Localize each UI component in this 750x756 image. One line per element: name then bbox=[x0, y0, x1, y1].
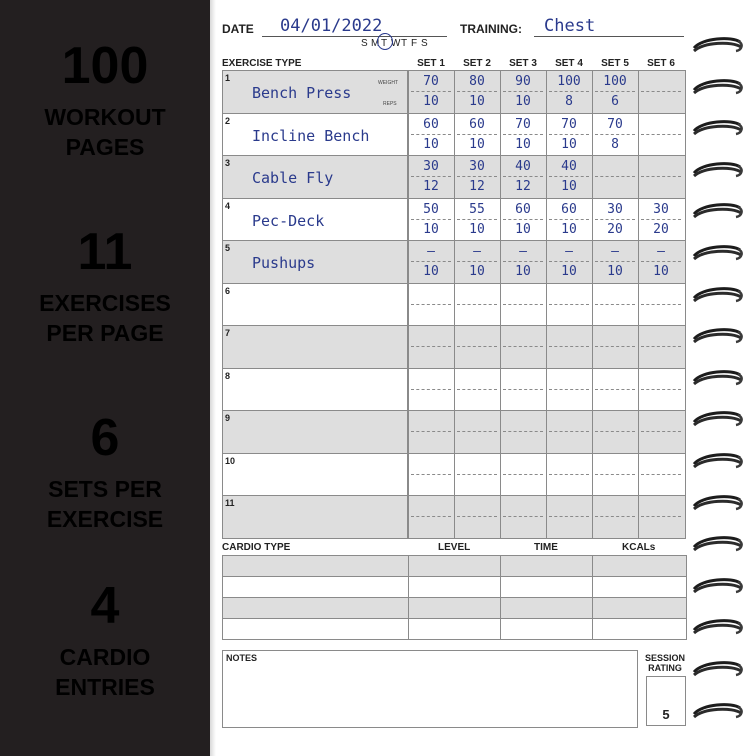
set-divider bbox=[411, 261, 451, 262]
weight-value: 40 bbox=[561, 159, 577, 174]
exercise-name: Cable Fly bbox=[252, 169, 334, 187]
reps-value: 10 bbox=[515, 221, 531, 237]
set-divider bbox=[641, 176, 681, 177]
set-divider bbox=[457, 176, 497, 177]
training-underline bbox=[534, 36, 684, 37]
day-of-week[interactable]: M bbox=[371, 38, 380, 49]
exercise-index: 10 bbox=[225, 455, 236, 466]
cardio-level-label: LEVEL bbox=[438, 542, 471, 553]
reps-value: 10 bbox=[561, 264, 577, 279]
cardio-cell[interactable] bbox=[592, 576, 687, 598]
set-divider bbox=[457, 304, 497, 305]
set-divider bbox=[595, 516, 635, 517]
reps-value: 20 bbox=[653, 221, 669, 237]
cardio-type-label: CARDIO TYPE bbox=[222, 542, 291, 553]
cardio-cell[interactable] bbox=[222, 618, 409, 640]
feature-number: 6 bbox=[90, 409, 120, 467]
weight-value: 100 bbox=[603, 74, 627, 89]
set-divider bbox=[457, 134, 497, 135]
set-divider bbox=[457, 346, 497, 347]
reps-value: 10 bbox=[469, 264, 485, 279]
cardio-cell[interactable] bbox=[592, 597, 687, 619]
set-divider bbox=[457, 431, 497, 432]
session-rating-label-1: SESSION bbox=[644, 653, 685, 663]
weight-value: 80 bbox=[469, 74, 485, 89]
set-divider bbox=[411, 389, 451, 390]
set-divider bbox=[641, 219, 681, 220]
set-divider bbox=[411, 431, 451, 432]
weight-value: 60 bbox=[515, 201, 531, 217]
set-divider bbox=[503, 261, 543, 262]
session-rating-value: 5 bbox=[662, 707, 670, 722]
set-divider bbox=[595, 474, 635, 475]
weight-value: 60 bbox=[561, 201, 577, 217]
set-divider bbox=[641, 91, 681, 92]
set-divider bbox=[549, 91, 589, 92]
spiral-ring bbox=[692, 494, 744, 514]
feature-caption-line: ENTRIES bbox=[55, 674, 155, 700]
set-divider bbox=[503, 176, 543, 177]
reps-value: 8 bbox=[565, 94, 573, 109]
cardio-time-label: TIME bbox=[534, 542, 558, 553]
weight-value: – bbox=[519, 244, 527, 259]
spiral-ring bbox=[692, 119, 744, 139]
set-divider bbox=[411, 474, 451, 475]
feature-caption-line: SETS PER bbox=[48, 476, 162, 502]
reps-value: 10 bbox=[423, 221, 439, 237]
weight-value: 30 bbox=[469, 159, 485, 174]
cardio-cell[interactable] bbox=[222, 597, 409, 619]
exercise-index: 4 bbox=[225, 200, 231, 211]
weight-value: 50 bbox=[423, 201, 439, 217]
day-of-week[interactable]: T bbox=[401, 38, 408, 49]
feature-caption-line: EXERCISE bbox=[46, 506, 164, 532]
set-divider bbox=[457, 261, 497, 262]
weight-value: – bbox=[427, 244, 435, 259]
reps-value: 10 bbox=[469, 136, 485, 152]
spiral-ring bbox=[692, 410, 744, 430]
set-divider bbox=[411, 304, 451, 305]
set-divider bbox=[503, 91, 543, 92]
set-divider bbox=[503, 431, 543, 432]
set-divider bbox=[503, 304, 543, 305]
set-divider bbox=[549, 431, 589, 432]
reps-value: 10 bbox=[423, 264, 439, 279]
set-divider bbox=[549, 516, 589, 517]
reps-sublabel: REPS bbox=[383, 101, 397, 107]
weight-value: 90 bbox=[515, 74, 531, 89]
spiral-ring bbox=[692, 535, 744, 555]
reps-value: 10 bbox=[515, 136, 531, 152]
exercise-name-cell[interactable] bbox=[222, 410, 408, 454]
reps-value: 12 bbox=[423, 179, 439, 194]
set-divider bbox=[549, 219, 589, 220]
day-of-week[interactable]: S bbox=[361, 38, 368, 49]
set-divider bbox=[549, 261, 589, 262]
page-shadow bbox=[210, 0, 216, 756]
exercise-index: 11 bbox=[225, 498, 235, 508]
set-header: SET 6 bbox=[647, 58, 675, 69]
set-divider bbox=[411, 516, 451, 517]
cardio-cell[interactable] bbox=[592, 618, 687, 640]
weight-value: – bbox=[565, 244, 573, 259]
set-divider bbox=[595, 389, 635, 390]
set-divider bbox=[549, 304, 589, 305]
reps-value: 10 bbox=[653, 264, 669, 279]
feature-caption-line: PAGES bbox=[65, 134, 145, 160]
reps-value: 8 bbox=[611, 136, 619, 152]
cardio-cell[interactable] bbox=[408, 597, 501, 619]
set-divider bbox=[411, 219, 451, 220]
exercise-index: 8 bbox=[225, 370, 231, 381]
cardio-cell[interactable] bbox=[222, 555, 409, 577]
exercise-name-cell[interactable] bbox=[222, 368, 408, 412]
set-divider bbox=[595, 261, 635, 262]
weight-value: 70 bbox=[515, 116, 531, 132]
set-divider bbox=[411, 134, 451, 135]
set-header: SET 3 bbox=[509, 58, 537, 69]
set-divider bbox=[457, 389, 497, 390]
weight-value: 30 bbox=[653, 201, 669, 217]
session-rating-label-2: RATING bbox=[648, 663, 682, 673]
set-header: SET 5 bbox=[601, 58, 629, 69]
date-underline bbox=[262, 36, 447, 37]
cardio-cell[interactable] bbox=[408, 555, 501, 577]
set-divider bbox=[549, 474, 589, 475]
exercise-name-cell[interactable] bbox=[222, 325, 408, 369]
cardio-cell[interactable] bbox=[408, 618, 501, 640]
exercise-name: Pec-Deck bbox=[252, 211, 325, 230]
weight-value: 30 bbox=[607, 201, 623, 217]
spiral-ring bbox=[692, 618, 744, 638]
exercise-index: 2 bbox=[225, 115, 231, 126]
reps-value: 10 bbox=[469, 94, 485, 109]
set-divider bbox=[595, 176, 635, 177]
set-divider bbox=[549, 134, 589, 135]
set-divider bbox=[595, 219, 635, 220]
reps-value: 10 bbox=[469, 221, 485, 237]
weight-value: – bbox=[611, 244, 619, 259]
reps-value: 10 bbox=[515, 264, 531, 279]
feature-2 bbox=[0, 224, 210, 348]
reps-value: 10 bbox=[561, 179, 577, 194]
reps-value: 6 bbox=[611, 94, 619, 109]
reps-value: 20 bbox=[607, 221, 623, 237]
weight-value: 70 bbox=[561, 116, 577, 132]
exercise-index: 5 bbox=[225, 243, 231, 253]
cardio-cell[interactable] bbox=[500, 555, 593, 577]
set-divider bbox=[595, 134, 635, 135]
reps-value: 10 bbox=[515, 94, 531, 109]
weight-value: 30 bbox=[423, 159, 439, 174]
feature-number: 100 bbox=[61, 37, 149, 95]
date-label: DATE bbox=[222, 22, 254, 36]
exercise-name: Pushups bbox=[252, 254, 316, 272]
cardio-cell[interactable] bbox=[500, 597, 593, 619]
set-divider bbox=[641, 431, 681, 432]
spiral-ring bbox=[692, 369, 744, 389]
set-divider bbox=[641, 304, 681, 305]
exercise-name: Bench Press bbox=[252, 84, 352, 102]
spiral-ring bbox=[692, 202, 744, 222]
weight-value: 60 bbox=[469, 116, 485, 132]
exercise-name-cell[interactable] bbox=[222, 283, 408, 327]
set-divider bbox=[457, 91, 497, 92]
cardio-cell[interactable] bbox=[500, 618, 593, 640]
set-divider bbox=[641, 346, 681, 347]
weight-value: 70 bbox=[607, 116, 623, 132]
feature-caption-line: CARDIO bbox=[59, 644, 151, 670]
exercise-name-cell[interactable] bbox=[222, 453, 408, 497]
set-divider bbox=[503, 389, 543, 390]
reps-value: 10 bbox=[561, 221, 577, 237]
weight-value: – bbox=[473, 244, 481, 259]
day-of-week[interactable]: T bbox=[381, 38, 388, 49]
set-header: SET 1 bbox=[417, 58, 445, 69]
set-divider bbox=[641, 261, 681, 262]
set-header: SET 2 bbox=[463, 58, 491, 69]
set-header: SET 4 bbox=[555, 58, 583, 69]
exercise-index: 7 bbox=[225, 328, 231, 338]
spiral-ring bbox=[692, 702, 744, 722]
set-divider bbox=[595, 346, 635, 347]
spiral-ring bbox=[692, 78, 744, 98]
cardio-cell[interactable] bbox=[500, 576, 593, 598]
feature-number: 11 bbox=[77, 223, 133, 281]
set-divider bbox=[549, 389, 589, 390]
spiral-ring bbox=[692, 161, 744, 181]
weight-value: 40 bbox=[515, 159, 531, 174]
set-divider bbox=[503, 219, 543, 220]
set-divider bbox=[503, 134, 543, 135]
feature-1 bbox=[0, 38, 210, 162]
spiral-ring bbox=[692, 327, 744, 347]
exercise-index: 1 bbox=[225, 73, 231, 83]
day-of-week[interactable]: F bbox=[411, 38, 418, 49]
spiral-ring bbox=[692, 244, 744, 264]
cardio-kcals-label: KCALs bbox=[622, 542, 656, 553]
exercise-type-label: EXERCISE TYPE bbox=[222, 58, 302, 69]
set-divider bbox=[641, 516, 681, 517]
set-divider bbox=[411, 346, 451, 347]
day-of-week[interactable]: W bbox=[391, 38, 401, 49]
cardio-cell[interactable] bbox=[592, 555, 687, 577]
set-divider bbox=[503, 474, 543, 475]
weight-value: 60 bbox=[423, 116, 439, 132]
set-divider bbox=[641, 474, 681, 475]
spiral-ring bbox=[692, 660, 744, 680]
exercise-index: 9 bbox=[225, 413, 231, 423]
feature-number: 4 bbox=[90, 577, 120, 635]
training-label: TRAINING: bbox=[460, 22, 522, 36]
set-divider bbox=[411, 91, 451, 92]
spiral-ring bbox=[692, 36, 744, 56]
set-divider bbox=[641, 134, 681, 135]
spiral-ring bbox=[692, 286, 744, 306]
weight-sublabel: WEIGHT bbox=[378, 80, 398, 86]
feature-caption-line: WORKOUT bbox=[44, 104, 166, 130]
day-of-week[interactable]: S bbox=[421, 38, 428, 49]
set-divider bbox=[641, 389, 681, 390]
set-divider bbox=[595, 304, 635, 305]
weight-value: 70 bbox=[423, 74, 439, 89]
reps-value: 10 bbox=[607, 264, 623, 279]
set-divider bbox=[549, 346, 589, 347]
set-divider bbox=[503, 516, 543, 517]
spiral-ring bbox=[692, 577, 744, 597]
exercise-name: Incline Bench bbox=[252, 126, 370, 145]
cardio-cell[interactable] bbox=[222, 576, 409, 598]
set-divider bbox=[595, 431, 635, 432]
exercise-name-cell[interactable] bbox=[222, 495, 408, 539]
feature-3 bbox=[0, 410, 210, 534]
exercise-index: 3 bbox=[225, 158, 231, 168]
training-value[interactable]: Chest bbox=[544, 16, 596, 36]
feature-4 bbox=[0, 578, 210, 702]
set-divider bbox=[503, 346, 543, 347]
reps-value: 10 bbox=[561, 136, 577, 152]
exercise-index: 6 bbox=[225, 285, 231, 296]
weight-value: – bbox=[657, 244, 665, 259]
date-value[interactable]: 04/01/2022 bbox=[280, 16, 383, 36]
feature-caption-line: PER PAGE bbox=[46, 320, 164, 346]
day-circle-mark bbox=[377, 33, 393, 50]
cardio-cell[interactable] bbox=[408, 576, 501, 598]
notes-box[interactable] bbox=[222, 650, 638, 728]
set-divider bbox=[457, 516, 497, 517]
set-divider bbox=[549, 176, 589, 177]
reps-value: 10 bbox=[423, 136, 439, 152]
set-divider bbox=[595, 91, 635, 92]
weight-value: 55 bbox=[469, 201, 485, 217]
reps-value: 10 bbox=[423, 94, 439, 109]
set-divider bbox=[411, 176, 451, 177]
weight-value: 100 bbox=[557, 74, 581, 89]
set-divider bbox=[457, 474, 497, 475]
feature-caption-line: EXERCISES bbox=[39, 290, 171, 316]
spiral-ring bbox=[692, 452, 744, 472]
set-divider bbox=[457, 219, 497, 220]
reps-value: 12 bbox=[469, 179, 485, 194]
reps-value: 12 bbox=[515, 179, 531, 194]
notes-label: NOTES bbox=[226, 653, 258, 663]
